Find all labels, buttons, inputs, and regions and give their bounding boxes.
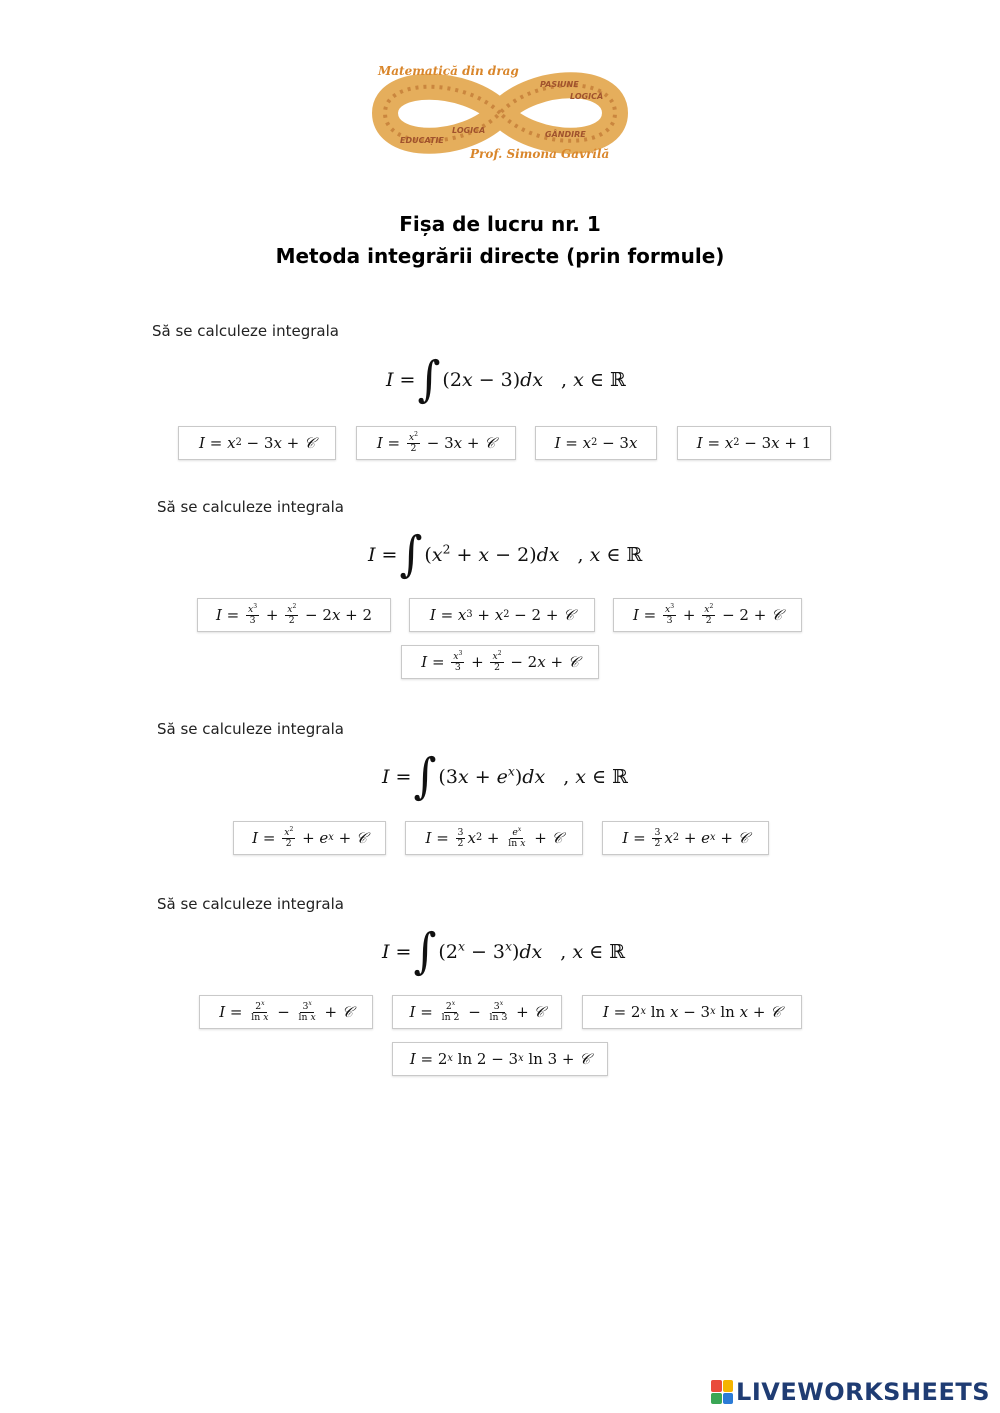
page-subtitle: Metoda integrării directe (prin formule) xyxy=(275,244,725,268)
answer-option[interactable]: I = x 2 − 3 x + 𝒞 xyxy=(178,426,336,460)
integral-domain: , x ∈ ℝ xyxy=(577,544,643,566)
answer-option[interactable]: I = $\frac{3}{2}$ x 2 + e x + 𝒞 xyxy=(602,821,769,855)
question-prompt: Să se calculeze integrala xyxy=(152,322,339,340)
integral-sign-icon: ∫ xyxy=(413,748,437,805)
logo-word: GÂNDIRE xyxy=(545,130,586,139)
integrand: $(3x + e^x)dx$ xyxy=(438,764,546,788)
logo-top-text: Matematică din drag xyxy=(378,64,519,78)
integral-expression xyxy=(368,526,643,583)
question-prompt: Să se calculeze integrala xyxy=(157,720,344,738)
logo-word: LOGICA xyxy=(452,126,486,135)
integral-expression xyxy=(382,748,628,805)
brand-logo xyxy=(711,1378,990,1406)
integral-lhs: I = xyxy=(386,369,416,391)
logo-word: PASIUNE xyxy=(540,80,579,89)
logo-word: EDUCAȚIE xyxy=(400,136,444,145)
integral-sign-icon: ∫ xyxy=(399,526,423,583)
answer-option[interactable]: I = $\frac{x^3}{3}$ + $\frac{x^2}{2}$ − 2 + 𝒞 xyxy=(613,598,802,632)
integral-domain: , x ∈ ℝ xyxy=(560,941,626,963)
integral-domain: , x ∈ ℝ xyxy=(563,766,628,788)
question-prompt: Să se calculeze integrala xyxy=(157,895,344,913)
answer-option[interactable]: I = $\frac{x^2}{2}$ − 3 x + 𝒞 xyxy=(356,426,516,460)
page-title: Fișa de lucru nr. 1 xyxy=(399,212,601,236)
integral-lhs: I = xyxy=(382,766,412,788)
integrand: $(2^x - 3^x)dx$ xyxy=(438,939,543,963)
integrand: $(x^2 + x - 2)dx$ xyxy=(424,542,560,566)
integral-domain: , x ∈ ℝ xyxy=(561,369,626,391)
answer-option[interactable]: I = $\frac{3}{2}$ x 2 + $\frac{e^x}{\text{ln x}}$ + 𝒞 xyxy=(405,821,583,855)
integral-lhs: I = xyxy=(368,544,398,566)
answer-option[interactable]: I = $\frac{2^x}{\text{ln x}}$ − $\frac{3^x}{\text{ln x}}$ + 𝒞 xyxy=(199,995,373,1029)
answer-option[interactable]: I = x 2 − 3 x + 1 xyxy=(677,426,831,460)
answer-option[interactable]: I = x 2 − 3 x xyxy=(535,426,657,460)
logo xyxy=(370,58,630,168)
integral-expression xyxy=(386,351,626,408)
answer-option[interactable]: I = x 3 + x 2 − 2 + 𝒞 xyxy=(409,598,595,632)
integrand: (2x − 3)dx xyxy=(442,369,544,391)
integral-lhs: I = xyxy=(382,941,412,963)
integral-sign-icon: ∫ xyxy=(413,923,437,980)
question-prompt: Să se calculeze integrala xyxy=(157,498,344,516)
answer-option[interactable]: I = $\frac{x^3}{3}$ + $\frac{x^2}{2}$ − 2 x + 2 xyxy=(197,598,391,632)
answer-option[interactable]: I = 2 x ln 2 − 3 x ln 3 + 𝒞 xyxy=(392,1042,608,1076)
logo-bottom-text: Prof. Simona Gavrilă xyxy=(470,147,610,161)
integral-sign-icon: ∫ xyxy=(417,351,441,408)
brand-name: LIVEWORKSHEETS xyxy=(736,1378,990,1406)
logo-word: LOGICĂ xyxy=(570,92,604,101)
answer-option[interactable]: I = $\frac{x^3}{3}$ + $\frac{x^2}{2}$ − 2 x + 𝒞 xyxy=(401,645,599,679)
answer-option[interactable]: I = 2 x ln x − 3 x ln x + 𝒞 xyxy=(582,995,802,1029)
answer-option[interactable]: I = $\frac{x^2}{2}$ + e x + 𝒞 xyxy=(233,821,386,855)
answer-option[interactable]: I = $\frac{2^x}{\ln 2}$ − $\frac{3^x}{\ln 3}$ + 𝒞 xyxy=(392,995,562,1029)
brand-badge-icon xyxy=(711,1380,733,1404)
integral-expression xyxy=(382,923,626,980)
